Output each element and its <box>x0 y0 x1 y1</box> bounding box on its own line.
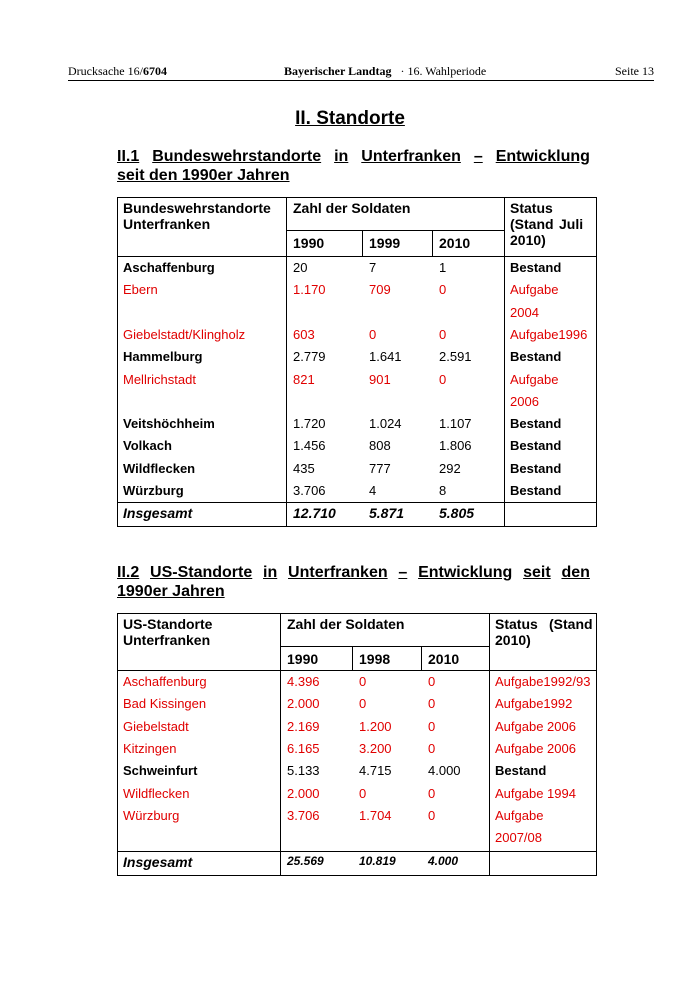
column-header-location: Unterfranken <box>123 216 211 232</box>
section-1-heading-word: in <box>334 148 349 165</box>
soldier-count: 2.779 <box>293 349 326 365</box>
soldier-count: 0 <box>359 696 367 712</box>
section-1-heading: II.1 Bundeswehrstandorte in Unterfranken – Entwicklung seit den 1990er Jahren <box>117 148 590 184</box>
soldier-count: 1.170 <box>293 282 326 298</box>
column-header-location: Unterfranken <box>123 632 211 648</box>
soldier-count: 1.720 <box>293 416 326 432</box>
row-divider <box>286 230 504 231</box>
column-header-status: 2010) <box>510 232 546 248</box>
section-2-heading-word: Unterfranken <box>288 564 388 581</box>
location-name: Aschaffenburg <box>123 260 215 275</box>
location-name: Veitshöchheim <box>123 416 215 432</box>
soldier-count: 4 <box>369 483 377 498</box>
column-divider <box>421 646 422 670</box>
status-value: Bestand <box>510 483 562 498</box>
location-name: Hammelburg <box>123 349 203 365</box>
column-divider <box>280 613 281 876</box>
location-name: Würzburg <box>123 483 184 498</box>
section-2-heading-word: US-Standorte <box>150 564 253 581</box>
total-value: 5.871 <box>369 505 405 521</box>
section-1-heading-word: – <box>473 148 483 165</box>
column-header-status: (Stand <box>510 216 554 232</box>
status-value: Aufgabe 2006 <box>495 718 576 734</box>
section-1-heading-word: II.1 <box>117 148 140 165</box>
section-1-heading-word: Bundeswehrstandorte <box>152 148 322 165</box>
column-divider <box>362 230 363 256</box>
soldier-count: 0 <box>439 371 447 387</box>
column-header-year: 1999 <box>369 235 401 251</box>
status-value: Aufgabe1992/93 <box>495 674 591 689</box>
column-header-location: Bundeswehrstandorte <box>123 200 271 216</box>
status-value: Aufgabe1992 <box>495 696 573 712</box>
location-name: Mellrichstadt <box>123 371 196 387</box>
column-header-year: 2010 <box>439 235 471 251</box>
soldier-count: 6.165 <box>287 740 320 756</box>
soldier-count: 0 <box>428 740 436 756</box>
status-value: 2007/08 <box>495 830 542 846</box>
location-name: Schweinfurt <box>123 763 198 779</box>
status-value: Aufgabe1996 <box>510 326 588 342</box>
status-value: Bestand <box>510 460 562 476</box>
column-divider <box>489 613 490 876</box>
total-value: 12.710 <box>293 505 336 521</box>
soldier-count: 1.456 <box>293 438 326 454</box>
soldier-count: 2.169 <box>287 718 320 734</box>
section-2-heading-word: II.2 <box>117 564 140 581</box>
soldier-count: 808 <box>369 438 391 454</box>
soldier-count: 20 <box>293 260 308 275</box>
column-header-status: Juli <box>559 216 584 232</box>
total-value: 5.805 <box>439 505 475 521</box>
row-divider <box>280 646 489 647</box>
soldier-count: 1.107 <box>439 416 472 432</box>
soldier-count: 0 <box>428 807 436 823</box>
soldier-count: 4.000 <box>428 763 461 779</box>
soldier-count: 1.704 <box>359 807 392 823</box>
status-value: Bestand <box>510 349 562 365</box>
status-value: Bestand <box>510 260 562 275</box>
soldier-count: 5.133 <box>287 763 320 779</box>
soldier-count: 0 <box>359 785 367 801</box>
total-label: Insgesamt <box>123 505 193 521</box>
soldier-count: 777 <box>369 460 391 476</box>
soldier-count: 1.200 <box>359 718 392 734</box>
column-divider <box>432 230 433 256</box>
document-number: Drucksache 16/6704 <box>68 64 167 78</box>
soldier-count: 0 <box>439 282 447 298</box>
column-header-location: US-Standorte <box>123 616 213 632</box>
soldier-count: 2.000 <box>287 696 320 712</box>
soldier-count: 1.024 <box>369 416 402 432</box>
location-name: Wildflecken <box>123 785 190 801</box>
soldier-count: 821 <box>293 371 315 387</box>
location-name: Würzburg <box>123 807 180 823</box>
column-header-year: 1990 <box>287 651 319 667</box>
total-value: 10.819 <box>359 854 396 868</box>
column-divider <box>504 197 505 527</box>
soldier-count: 603 <box>293 326 315 342</box>
soldier-count: 8 <box>439 483 447 498</box>
location-name: Aschaffenburg <box>123 674 207 689</box>
soldier-count: 3.706 <box>293 483 326 498</box>
total-label: Insgesamt <box>123 854 193 870</box>
row-divider <box>117 502 597 503</box>
status-value: Aufgabe <box>510 282 559 298</box>
status-value: 2004 <box>510 304 539 320</box>
status-value: Bestand <box>495 763 547 779</box>
soldier-count: 2.591 <box>439 349 472 365</box>
status-value: Aufgabe <box>510 371 559 387</box>
column-header-status: Status <box>495 616 538 632</box>
soldier-count: 292 <box>439 460 461 476</box>
soldier-count: 7 <box>369 260 377 275</box>
soldier-count: 1.641 <box>369 349 402 365</box>
total-value: 25.569 <box>287 854 324 868</box>
column-header-status: (Stand <box>549 616 593 632</box>
row-divider <box>117 256 597 257</box>
column-header-status: 2010) <box>495 632 531 648</box>
status-value: Bestand <box>510 416 562 432</box>
soldier-count: 4.396 <box>287 674 320 689</box>
section-2-heading-word: den <box>561 564 590 581</box>
column-divider <box>286 197 287 527</box>
location-name: Wildflecken <box>123 460 196 476</box>
row-divider <box>117 670 597 671</box>
status-value: Bestand <box>510 438 562 454</box>
publisher: Bayerischer Landtag · 16. Wahlperiode <box>284 64 487 78</box>
status-value: Aufgabe 2006 <box>495 740 576 756</box>
soldier-count: 435 <box>293 460 315 476</box>
page-header <box>68 64 654 81</box>
section-1-heading-word: Unterfranken <box>361 148 461 165</box>
soldier-count: 3.200 <box>359 740 392 756</box>
soldier-count: 1.806 <box>439 438 472 454</box>
column-header-count: Zahl der Soldaten <box>287 616 405 632</box>
soldier-count: 901 <box>369 371 391 387</box>
soldier-count: 2.000 <box>287 785 320 801</box>
column-header-year: 1990 <box>293 235 325 251</box>
column-divider <box>352 646 353 670</box>
soldier-count: 709 <box>369 282 391 298</box>
section-2-heading-word: in <box>263 564 278 581</box>
location-name: Kitzingen <box>123 740 177 756</box>
column-header-status: Status <box>510 200 553 216</box>
location-name: Giebelstadt/Klingholz <box>123 326 246 342</box>
soldier-count: 4.715 <box>359 763 392 779</box>
location-name: Volkach <box>123 438 172 454</box>
soldier-count: 0 <box>428 696 436 712</box>
status-value: 2006 <box>510 393 539 409</box>
page-number: Seite 13 <box>615 64 654 78</box>
soldier-count: 0 <box>428 718 436 734</box>
status-value: Aufgabe 1994 <box>495 785 576 801</box>
section-2-heading-word: seit <box>523 564 551 581</box>
location-name: Bad Kissingen <box>123 696 207 712</box>
total-value: 4.000 <box>428 854 459 868</box>
column-header-count: Zahl der Soldaten <box>293 200 411 216</box>
column-header-year: 1998 <box>359 651 391 667</box>
column-header-year: 2010 <box>428 651 460 667</box>
row-divider <box>117 851 597 852</box>
page-title: II. Standorte <box>295 108 405 129</box>
soldier-count: 3.706 <box>287 807 320 823</box>
soldier-count: 0 <box>369 326 377 342</box>
soldier-count: 0 <box>439 326 447 342</box>
soldier-count: 0 <box>428 785 436 801</box>
section-2-heading: II.2 US-Standorte in Unterfranken – Entwicklung seit den 1990er Jahren <box>117 564 590 600</box>
soldier-count: 0 <box>359 674 367 689</box>
section-1-heading-word: Entwicklung <box>495 148 590 165</box>
soldier-count: 0 <box>428 674 436 689</box>
soldier-count: 1 <box>439 260 447 275</box>
section-2-heading-word: – <box>398 564 408 581</box>
location-name: Ebern <box>123 282 158 298</box>
status-value: Aufgabe <box>495 807 544 823</box>
section-2-heading-word: Entwicklung <box>418 564 513 581</box>
location-name: Giebelstadt <box>123 718 189 734</box>
